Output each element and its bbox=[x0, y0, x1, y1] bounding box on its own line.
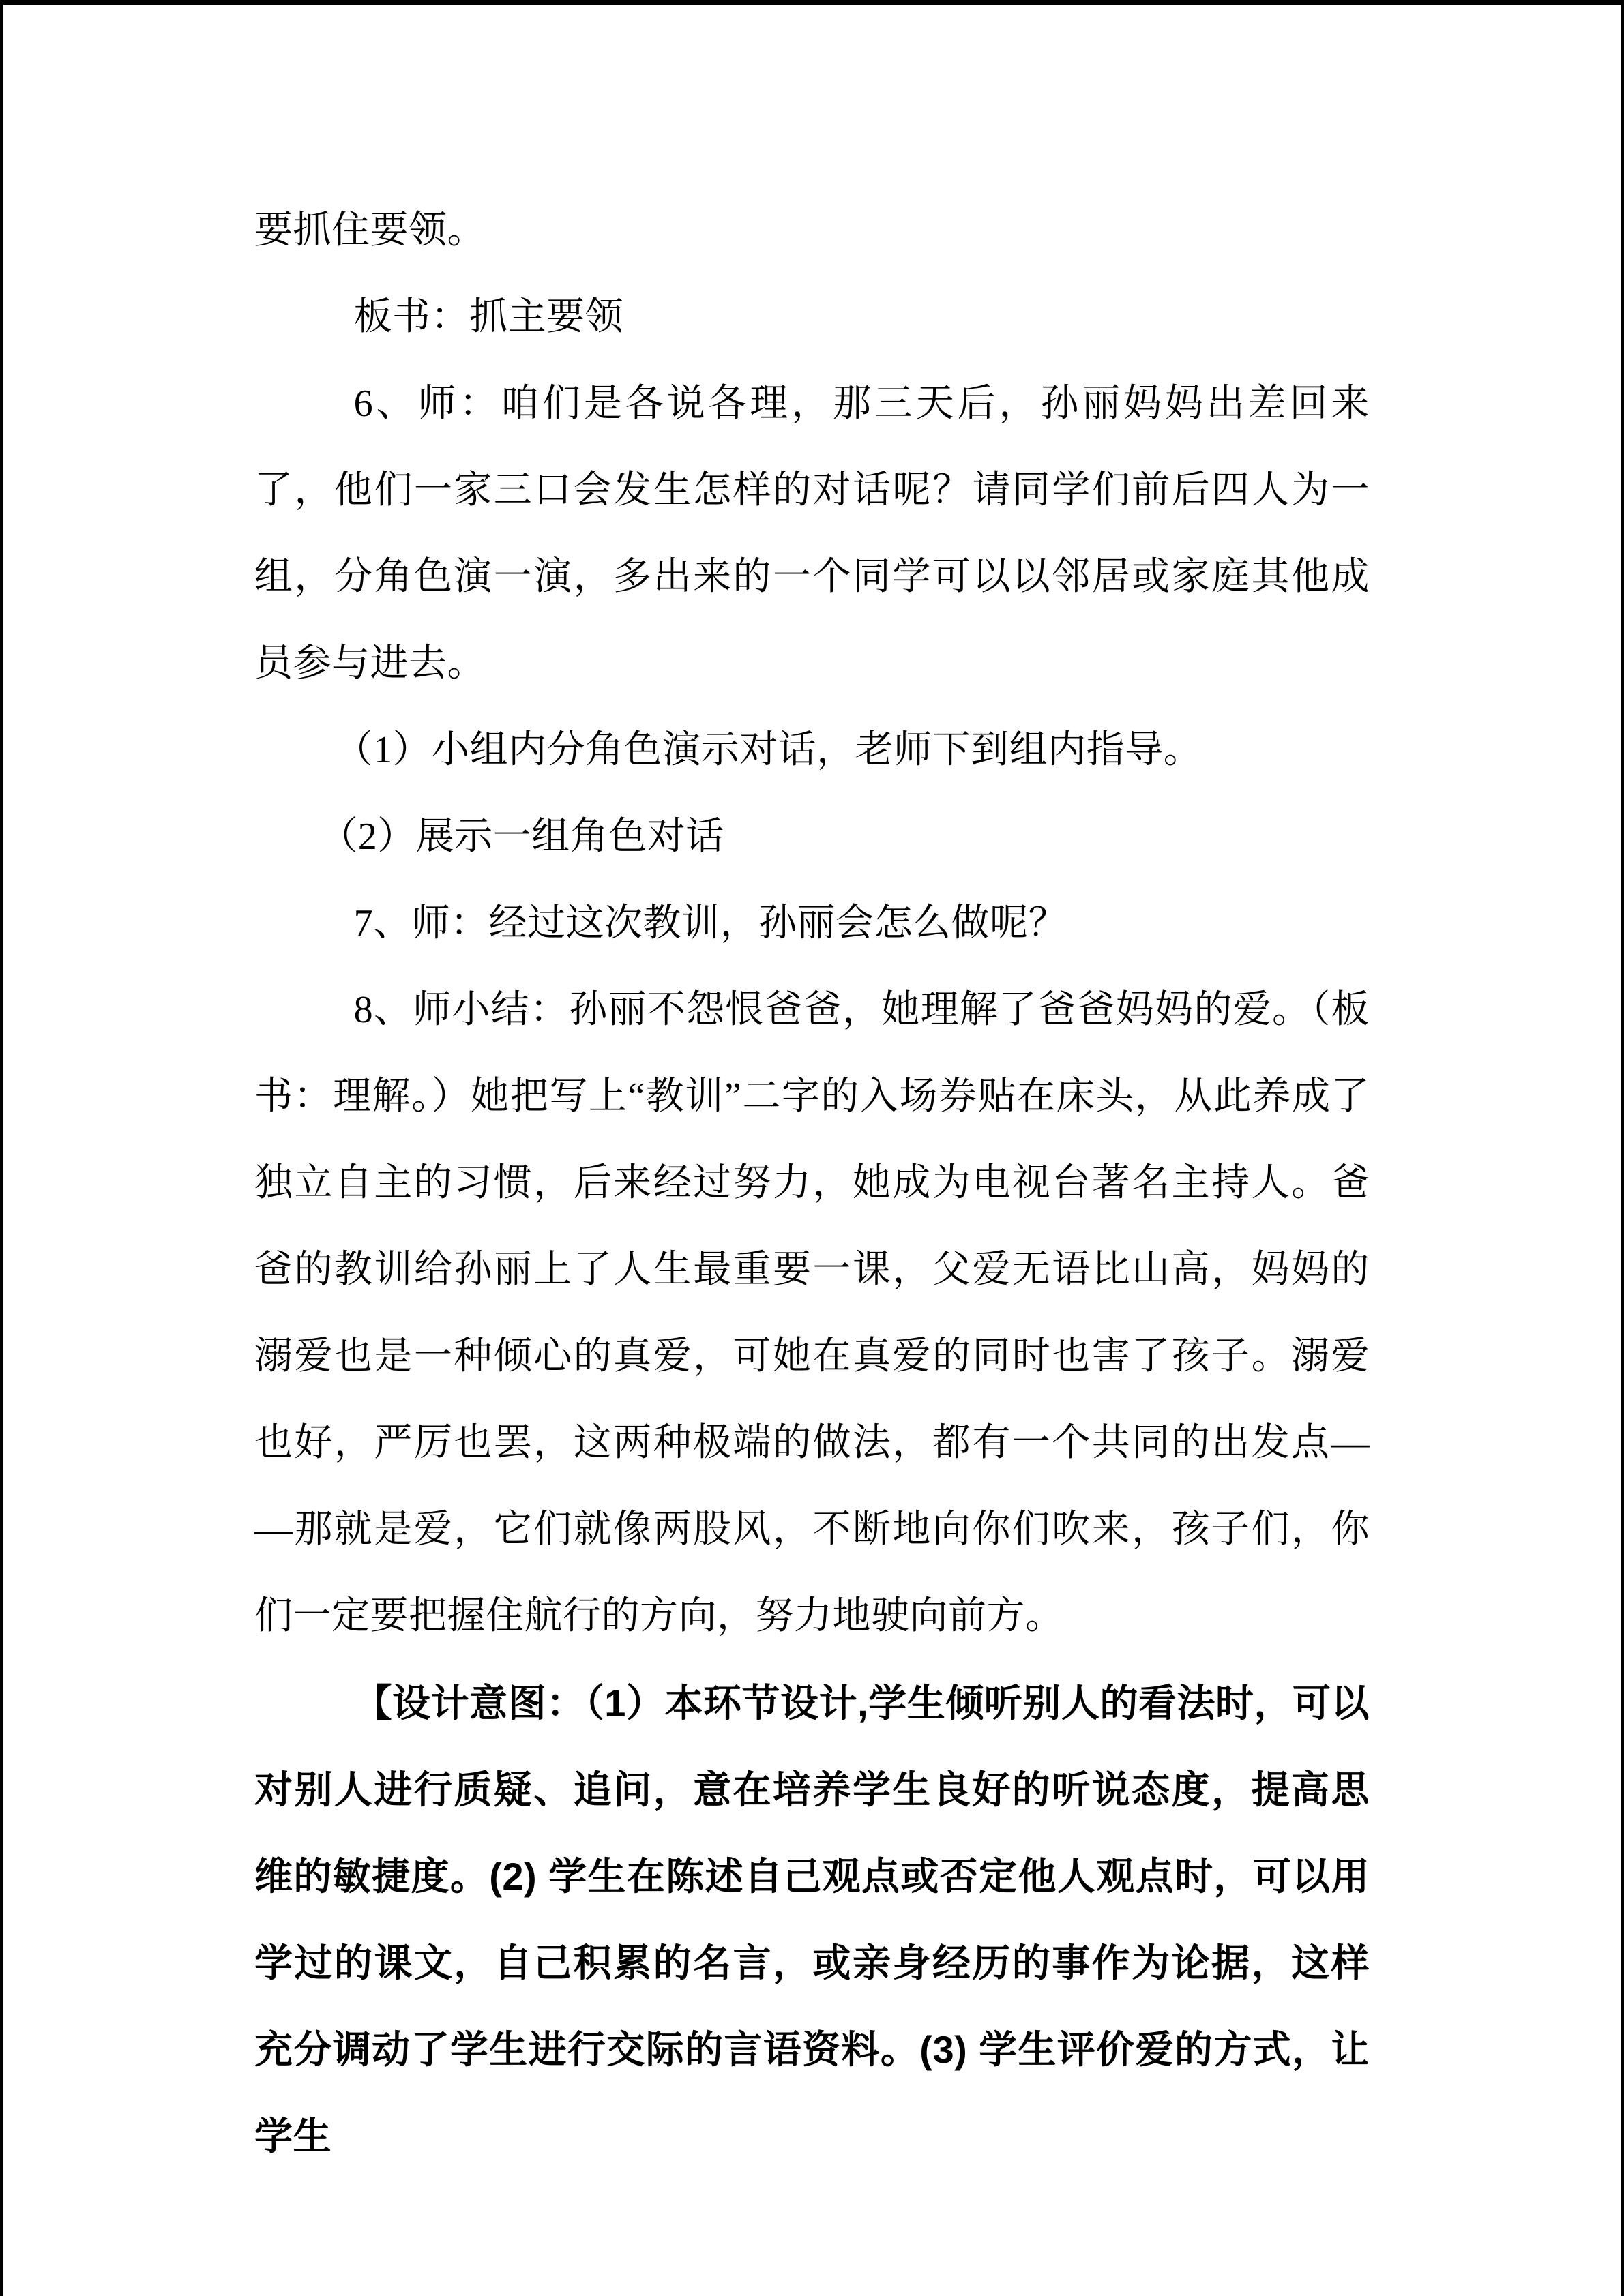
paragraph-teacher-step-7: 7、师：经过这次教训，孙丽会怎么做呢？ bbox=[353, 902, 1067, 944]
paragraph-teacher-step-6: 6、师：咱们是各说各理，那三天后，孙丽妈妈出差回来了，他们一家三口会发生怎样的对话呢？请同学们前后四人为一组，分角色演一演，多出来的一个同学可以以邻居或家庭其他成员参与进去。 bbox=[254, 383, 1370, 685]
paragraph-board-writing: 板书：抓主要领 bbox=[353, 296, 624, 338]
paragraph-continuation: 要抓住要领。 bbox=[254, 209, 486, 252]
paragraph-sub-item-1: （1）小组内分角色演示对话，老师下到组内指导。 bbox=[334, 729, 1202, 771]
paragraph-design-intent: 【设计意图：（1）本环节设计,学生倾听别人的看法时，可以对别人进行质疑、追问，意在培养学生良好的听说态度，提高思维的敏捷度。(2) 学生在陈述自己观点或否定他人观点时，可以用学过的课文，自己积累的名言，或亲身经历的事作为论据，这样充分调动了学生进行交际的言语资料。(3) 学生评价爱的方式，让学生 bbox=[254, 1682, 1370, 2158]
document-text-block bbox=[3, 5, 1621, 2179]
paragraph-sub-item-2: （2）展示一组角色对话 bbox=[319, 816, 724, 858]
paragraph-teacher-step-8: 8、师小结：孙丽不怨恨爸爸，她理解了爸爸妈妈的爱。（板书：理解。）她把写上“教训”二字的入场券贴在床头，从此养成了独立自主的习惯，后来经过努力，她成为电视台著名主持人。爸爸的教训给孙丽上了人生最重要一课，父爱无语比山高，妈妈的溺爱也是一种倾心的真爱，可她在真爱的同时也害了孩子。溺爱也好，严厉也罢，这两种极端的做法，都有一个共同的出发点— —那就是爱，它们就像两股风，不断地向你们吹来，孩子们，你们一定要把握住航行的方向，努力地驶向前方。 bbox=[254, 989, 1370, 1637]
